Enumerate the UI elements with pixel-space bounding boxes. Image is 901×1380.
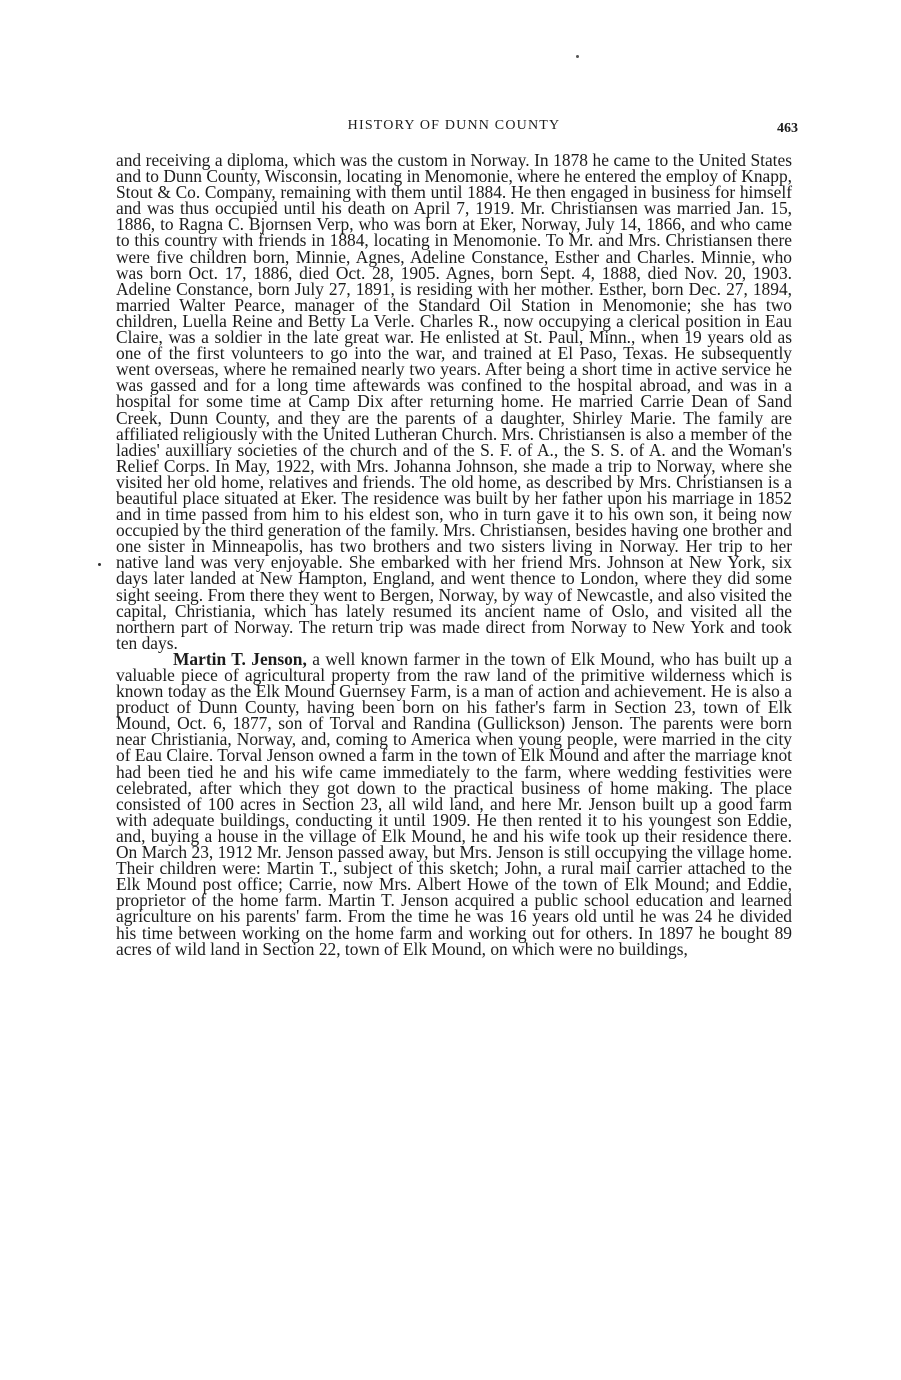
paragraph-jenson-text: a well known farmer in the town of Elk Mound, who has built up a valuable piece of agricultural property from the raw land of the primitive wilderness which is known today as the Elk Mound Guernsey Farm, is a man of action and achievement. He is also a product of Dunn County, having been born on his father's farm in Section 23, town of Elk Mound, Oct. 6, 1877, son of Torval and Randina (Gullickson) Jenson. The parents were born near Christiania, Norway, and, coming to America when young people, were married in the city of Eau Claire. Torval Jenson owned a farm in the town of Elk Mound and after the marriage knot had been tied he and his wife came immediately to the farm, where wedding festivities were celebrated, after which they got down to the practical business of home making. The place consisted of 100 acres in Section 23, all wild land, and here Mr. Jenson built up a good farm with adequate buildings, conducting it until 1909. He then rented it to his youngest son Eddie, and, buying a house in the village of Elk Mound, he and his wife took up their residence there. On March 23, 1912 Mr. Jenson passed away, but Mrs. Jenson is still occupying the village home. Their children were: Martin T., subject of this sketch; John, a rural mail carrier attached to the Elk Mound post office; Carrie, now Mrs. Albert Howe of the town of Elk Mound; and Eddie, proprietor of the home farm. Martin T. Jenson acquired a public school education and learned agriculture on his parents' farm. From the time he was 16 years old until he was 24 he divided his time between working on the home farm and working out for others. In 1897 he bought 89 acres of wild land in Section 22, town of Elk Mound, on which were no buildings, — [116, 648, 792, 959]
margin-dot-mark — [98, 563, 101, 566]
running-header — [118, 118, 798, 138]
subject-name: Martin T. Jenson, — [173, 648, 307, 669]
page-number: 463 — [777, 121, 798, 136]
paragraph-christiansen: and receiving a diploma, which was the custom in Norway. In 1878 he came to the United States and to Dunn County, Wisconsin, locating in Menomonie, where he entered the employ of Knapp, Stout & Co. Company, remaining with them until 1884. He then engaged in business for himself and was thus occupied until his death on April 7, 1919. Mr. Christiansen was married Jan. 15, 1886, to Ragna C. Bjornsen Verp, who was born at Eker, Norway, July 14, 1866, and who came to this country with friends in 1884, locating in Menomonie. To Mr. and Mrs. Christiansen there were five children born, Minnie, Agnes, Adeline Constance, Esther and Charles. Minnie, who was born Oct. 17, 1886, died Oct. 28, 1905. Agnes, born Sept. 4, 1888, died Nov. 20, 1903. Adeline Constance, born July 27, 1891, is residing with her mother. Esther, born Dec. 27, 1894, married Walter Pearce, manager of the Standard Oil Station in Menomonie; she has two children, Luella Reine and Betty La Verle. Charles R., now occupying a clerical position in Eau Claire, was a soldier in the late great war. He enlisted at St. Paul, Minn., when 19 years old as one of the first volunteers to go into the war, and trained at El Paso, Texas. He subsequently went overseas, where he remained nearly two years. After being a short time in active service he was gassed and for a long time aftewards was confined to the hospital abroad, and was in a hospital for some time at Camp Dix after returning home. He married Carrie Dean of Sand Creek, Dunn County, and they are the parents of a daughter, Shirley Marie. The family are affiliated religiously with the United Lutheran Church. Mrs. Christiansen is also a member of the ladies' auxilliary societies of the church and of the S. F. of A., the S. S. of A. and the Woman's Relief Corps. In May, 1922, with Mrs. Johanna Johnson, she made a trip to Norway, where she visited her old home, relatives and friends. The old home, as described by Mrs. Christiansen is a beautiful place situated at Eker. The residence was built by her father upon his marriage in 1852 and in time passed from him to his eldest son, who in turn gave it to his own son, it being now occupied by the third generation of the family. Mrs. Christiansen, besides having one brother and one sister in Minneapolis, has two brothers and two sisters living in Norway. Her trip to her native land was very enjoyable. She embarked with her friend Mrs. Johnson at New York, six days later landed at New Hampton, England, and went thence to London, where they did some sight seeing. From there they went to Bergen, Norway, by way of Newcastle, and also visited the capital, Christiania, which has lately resumed its ancient name of Oslo, and visited all the northern part of Norway. The return trip was made direct from Norway to New York and took ten days. — [116, 150, 792, 653]
body-text — [116, 152, 792, 957]
running-title: HISTORY OF DUNN COUNTY — [347, 118, 561, 133]
stray-ink-mark — [576, 55, 579, 58]
paragraph-jenson — [116, 648, 792, 959]
